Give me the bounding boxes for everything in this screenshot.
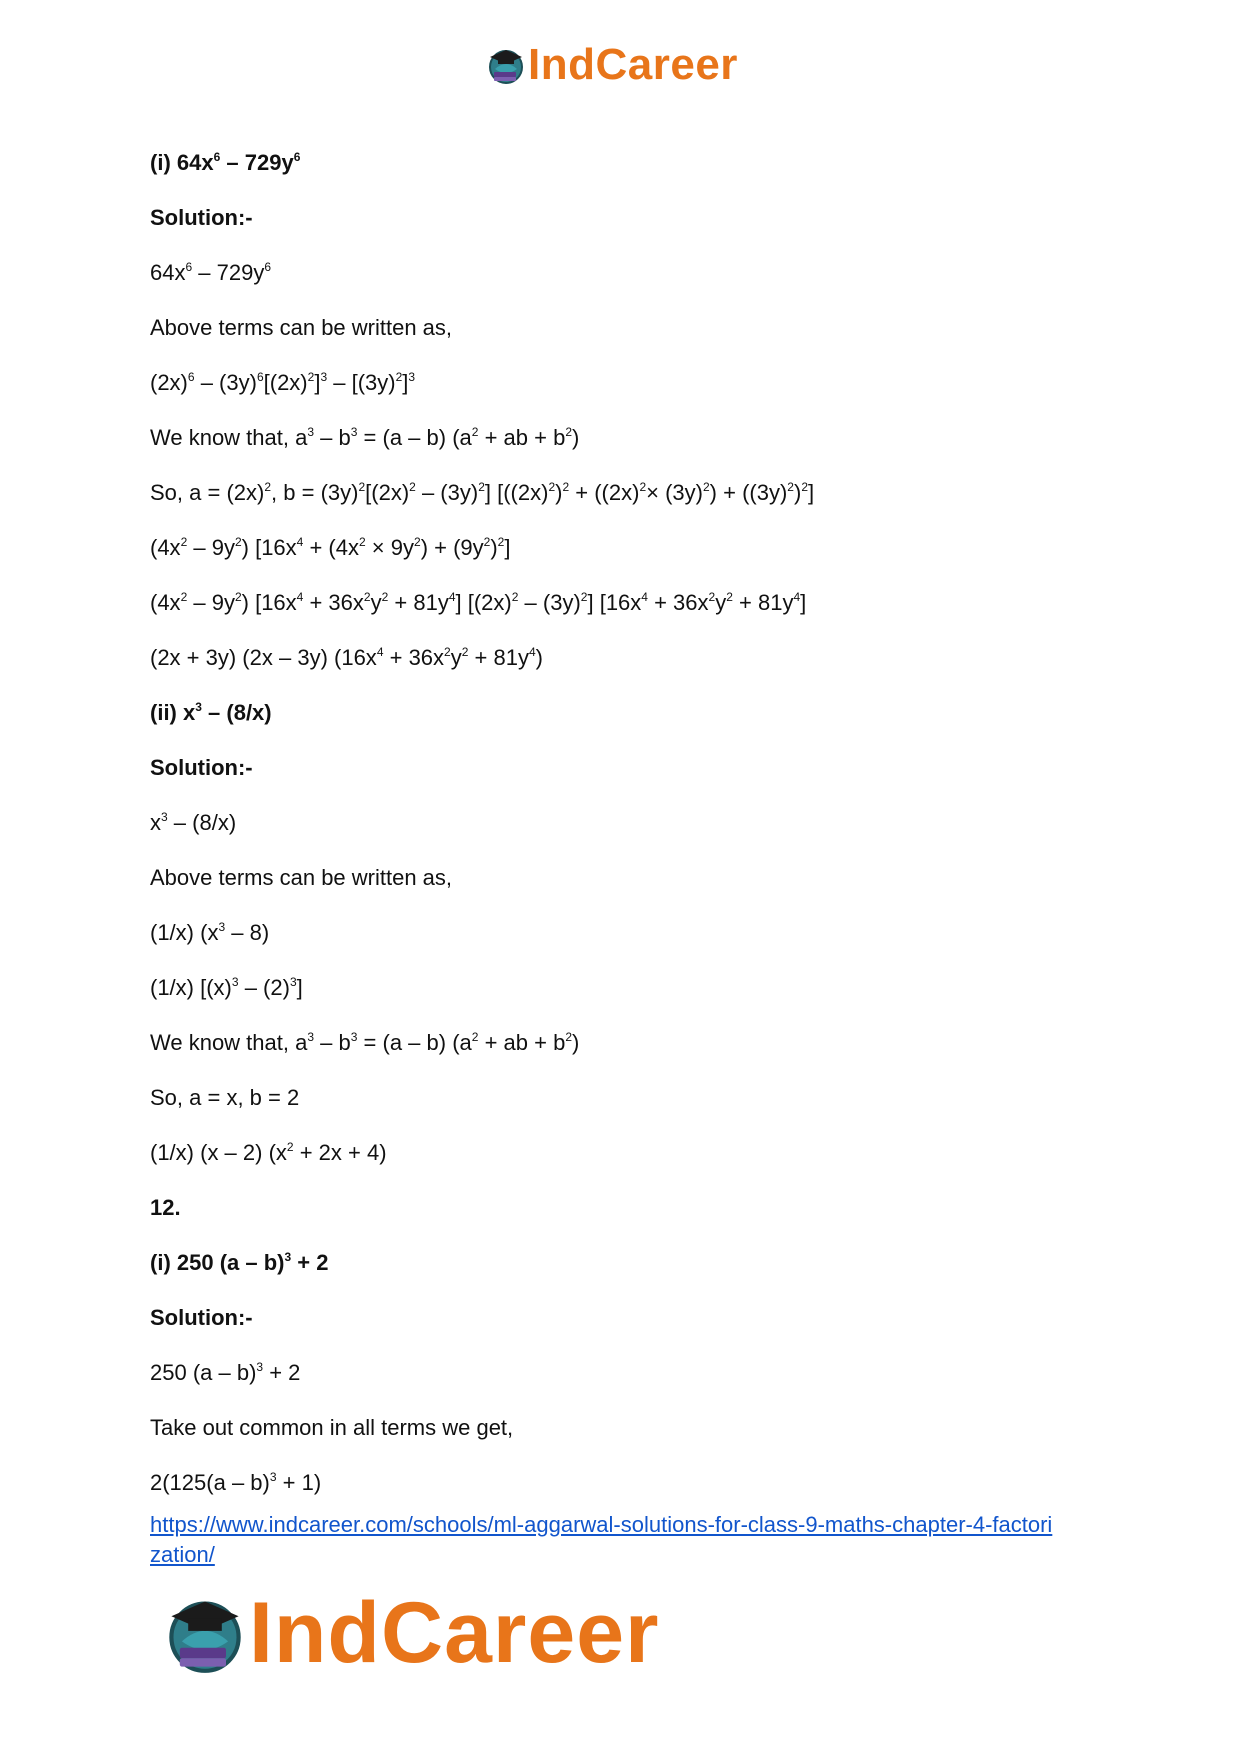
question-number: 12. xyxy=(150,1195,181,1220)
text-line: Take out common in all terms we get, xyxy=(150,1415,514,1440)
graduation-globe-icon xyxy=(486,45,526,85)
source-link-line-1[interactable]: https://www.indcareer.com/schools/ml-aggarwal-solutions-for-class-9-maths-chapter-4-factori xyxy=(150,1512,1053,1537)
question-heading: (i) 250 (a – b)$^3$ + 2 xyxy=(150,1250,329,1275)
logo-text: IndCareer xyxy=(249,1584,660,1681)
indcareer-logo-bottom xyxy=(163,1584,660,1681)
math-line: $(2x)^6 - (3y)^6[(2x)^2]^3 - [(3y)^2]^3$ xyxy=(150,370,416,395)
text-line: So, a = x, b = 2 xyxy=(150,1085,300,1110)
source-link[interactable] xyxy=(150,1510,1110,1570)
math-line: $(4x^2 - 9y^2) [16x^4 + (4x^2 \times 9y^2) + (9y^2)^2]$ xyxy=(150,535,511,560)
source-link-line-2[interactable]: zation/ xyxy=(150,1542,215,1567)
math-line: (2x + 3y) (2x – 3y) $(16x^4 + 36x^2y^2 + 81y^4)$ xyxy=(150,645,543,670)
graduation-globe-icon xyxy=(163,1591,247,1675)
text-line: Above terms can be written as, xyxy=(150,865,453,890)
math-line: 2(125(a – b)$^3$ + 1) xyxy=(150,1470,322,1495)
solution-label: Solution:- xyxy=(150,205,253,230)
question-heading: (ii) $x^3 - (8/x)$ xyxy=(150,700,272,725)
solution-label: Solution:- xyxy=(150,755,253,780)
math-line: We know that, $a^3 - b^3 = (a - b) (a^2$ + ab + $b^2$) xyxy=(150,1030,580,1055)
math-line: (1/x) (x – 2) $(x^2 + 2x + 4)$ xyxy=(150,1140,387,1165)
math-line: So, $a = (2x)^2$, $b = (3y)^2[(2x)^2 - (3y)^2] [((2x)^2)^2 + ((2x)^2\times (3y)^2) + ((3y)^2)^2]$ xyxy=(150,480,815,505)
solution-label: Solution:- xyxy=(150,1305,253,1330)
logo-text: IndCareer xyxy=(528,40,738,89)
text-line: Above terms can be written as, xyxy=(150,315,453,340)
math-line: $64x^6 - 729y^6$ xyxy=(150,260,272,285)
math-line: $x^3 - (8/x)$ xyxy=(150,810,237,835)
math-line: We know that, $a^3 - b^3 = (a - b) (a^2$ + ab + $b^2$) xyxy=(150,425,580,450)
math-line: (1/x) $(x^3 - 8)$ xyxy=(150,920,270,945)
math-line: 250 (a – b)$^3$ + 2 xyxy=(150,1360,301,1385)
question-heading: (i) $64x^6 - 729y^6$ xyxy=(150,150,301,175)
indcareer-logo-top xyxy=(486,42,738,88)
math-line: $(4x^2 - 9y^2) [16x^4 + 36x^2y^2 + 81y^4]$ $[(2x)^2 - (3y)^2] [16x^4 + 36x^2y^2 + 81y^4]$ xyxy=(150,590,807,615)
math-line: (1/x) $[(x)^3 - (2)^3]$ xyxy=(150,975,303,1000)
